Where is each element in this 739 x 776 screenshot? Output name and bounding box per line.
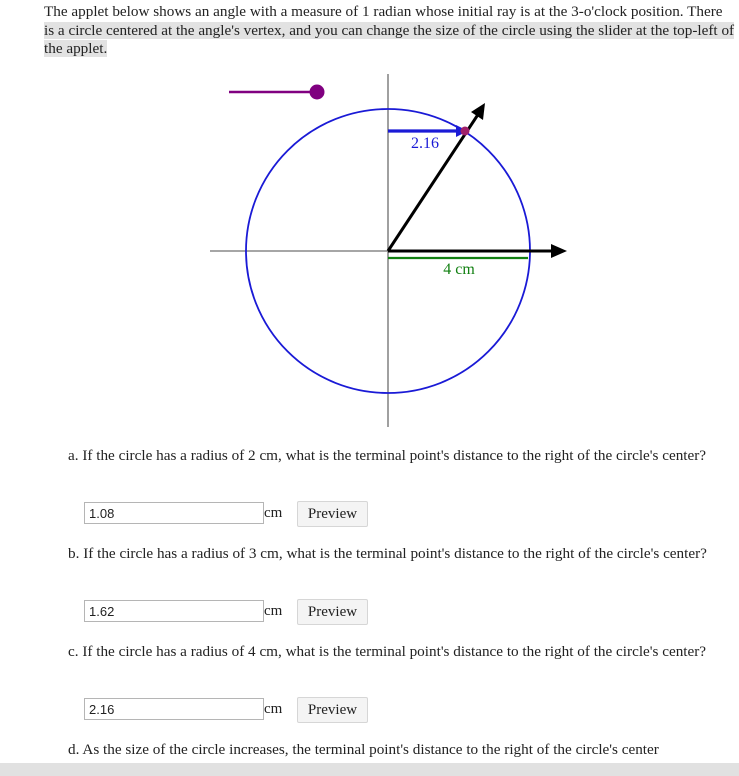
question-c: c. If the circle has a radius of 4 cm, what is the terminal point's distance to the right of the circle's center? <box>68 643 707 660</box>
question-b: b. If the circle has a radius of 3 cm, what is the terminal point's distance to the right of the circle's center? <box>68 545 707 562</box>
intro-part-2-highlighted: is a circle centered at the angle's vertex, and you can change the size of the circle using the slider at the top-left of the applet. <box>44 21 735 57</box>
unit-label-c: cm <box>264 701 283 717</box>
unit-label-a: cm <box>264 505 283 521</box>
answer-input-c[interactable] <box>84 698 264 720</box>
radius-label: 4 cm <box>443 261 475 278</box>
preview-button-c[interactable]: Preview <box>297 697 368 723</box>
unit-label-b: cm <box>264 603 283 619</box>
horizontal-distance-label: 2.16 <box>411 135 439 152</box>
terminal-ray-arrowhead <box>471 103 485 120</box>
preview-button-a[interactable]: Preview <box>297 501 368 527</box>
answer-input-b[interactable] <box>84 600 264 622</box>
question-d: d. As the size of the circle increases, the terminal point's distance to the right of the circle's center <box>68 741 659 758</box>
intro-part-1: The applet below shows an angle with a measure of 1 radian whose initial ray is at the 3-o'clock position. There <box>44 3 723 20</box>
preview-button-b[interactable]: Preview <box>297 599 368 625</box>
question-a: a. If the circle has a radius of 2 cm, what is the terminal point's distance to the right of the circle's center? <box>68 447 707 464</box>
bottom-scroll-bar[interactable] <box>0 763 739 776</box>
answer-input-a[interactable] <box>84 502 264 524</box>
terminal-point[interactable] <box>461 127 470 136</box>
initial-ray-arrowhead <box>551 244 567 258</box>
radius-slider-handle[interactable] <box>310 85 325 100</box>
